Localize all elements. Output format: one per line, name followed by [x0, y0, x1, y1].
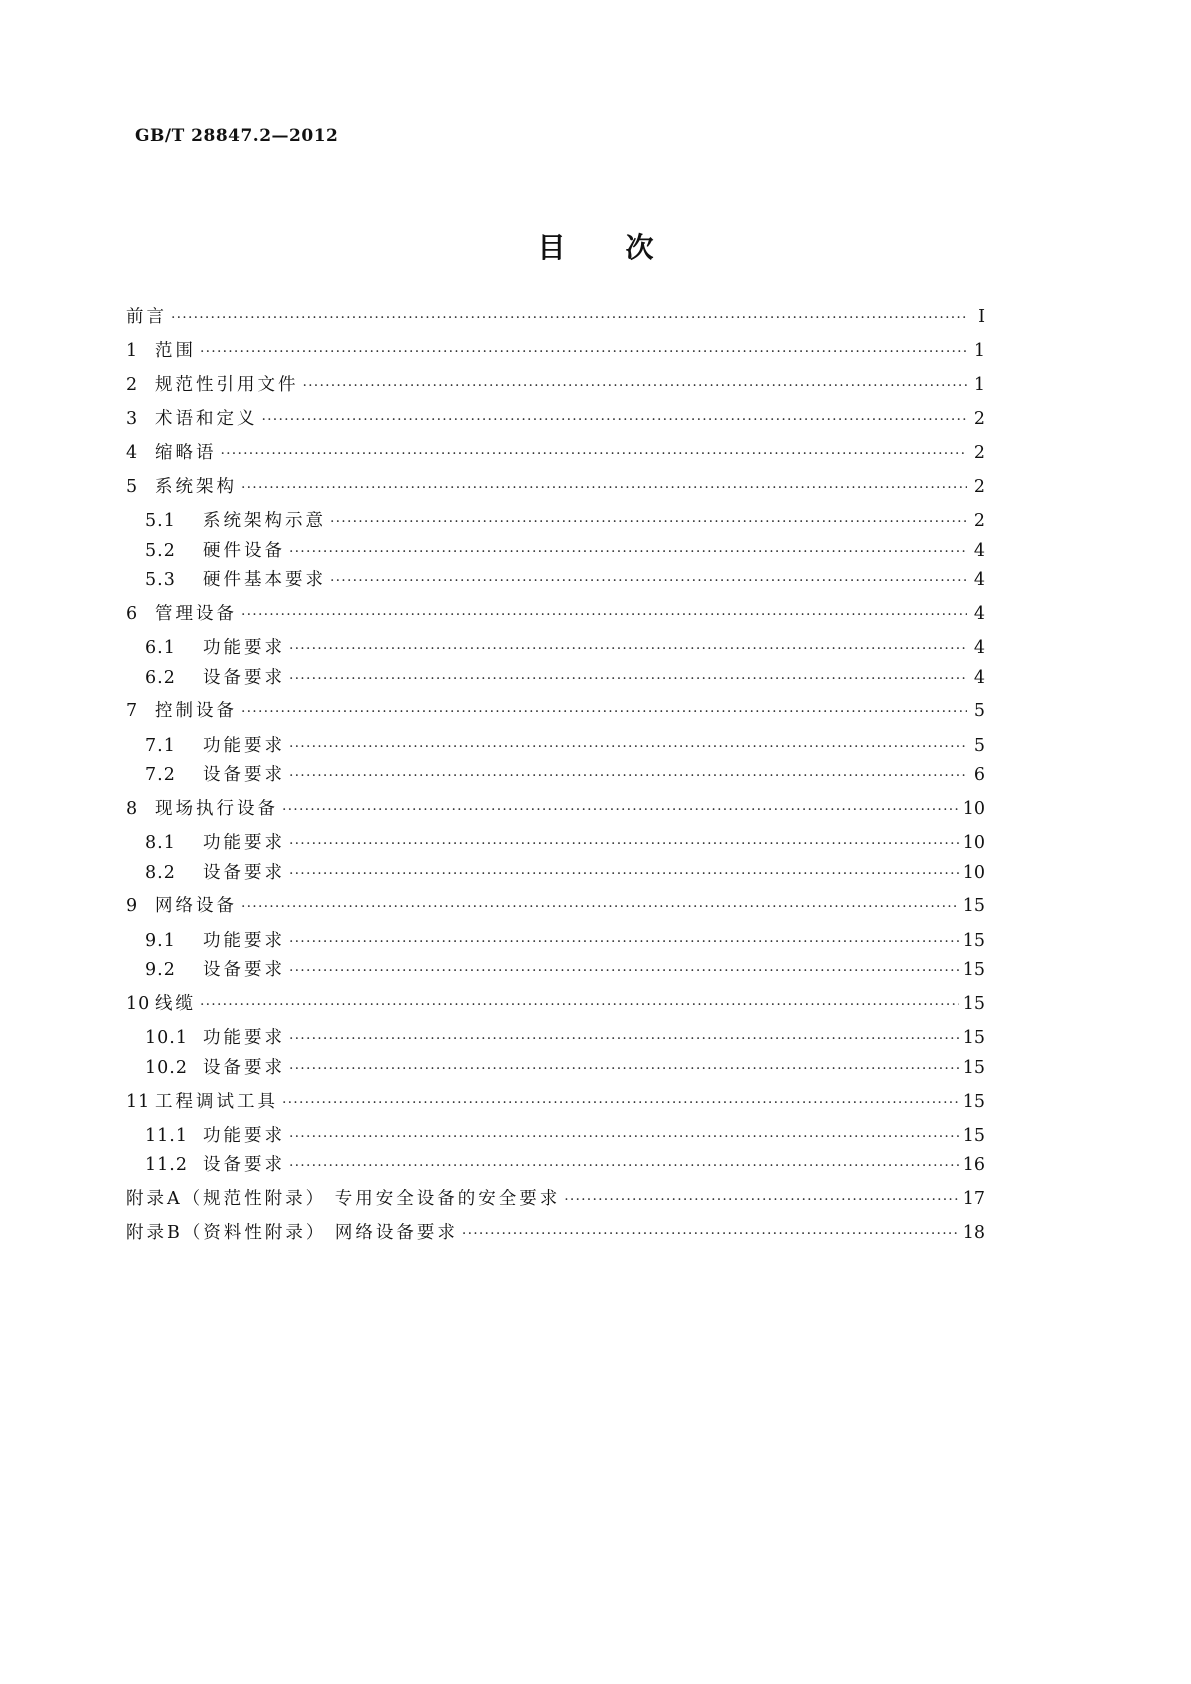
toc-entry[interactable]	[126, 698, 985, 724]
toc-dot-leader	[289, 763, 967, 789]
toc-entry-page: 4	[973, 604, 985, 624]
toc-entry[interactable]	[145, 957, 985, 983]
toc-entry-number: 3	[126, 409, 139, 429]
toc-entry-page: 1	[973, 375, 985, 395]
toc-entry-page: 5	[973, 736, 985, 756]
toc-entry[interactable]	[126, 1186, 985, 1212]
toc-entry-label: 系统架构示意	[203, 511, 326, 531]
toc-entry-number: 7.1	[145, 736, 176, 756]
toc-entry-label: 设备要求	[203, 960, 285, 980]
toc-entry-number: 2	[126, 375, 139, 395]
toc-entry-page: 2	[973, 409, 985, 429]
toc-entry-page: 15	[962, 994, 985, 1014]
toc-entry-number: 8.1	[145, 833, 176, 853]
toc-entry-label: 术语和定义	[155, 409, 258, 429]
toc-dot-leader	[289, 958, 959, 984]
toc-entry-number: 5.2	[145, 541, 176, 561]
toc-dot-leader	[564, 1187, 959, 1213]
toc-entry[interactable]	[145, 762, 985, 788]
toc-entry-page: 6	[973, 765, 985, 785]
toc-entry[interactable]	[145, 830, 985, 856]
toc-entry-number: 10.1	[145, 1028, 188, 1048]
toc-entry[interactable]	[126, 601, 985, 627]
toc-entry-number: 11.1	[145, 1126, 188, 1146]
toc-entry-label: 附录A（规范性附录） 专用安全设备的安全要求	[126, 1189, 561, 1209]
toc-dot-leader	[462, 1221, 959, 1247]
toc-dot-leader	[282, 797, 959, 823]
toc-entry-page: 4	[973, 541, 985, 561]
toc-entry-page: 15	[962, 1058, 985, 1078]
toc-dot-leader	[282, 1090, 959, 1116]
toc-entry[interactable]	[126, 893, 985, 919]
toc-entry-page: 15	[962, 1028, 985, 1048]
toc-entry-number: 10.2	[145, 1058, 188, 1078]
toc-entry-number: 1	[126, 341, 139, 361]
toc-entry-page: 2	[973, 477, 985, 497]
toc-entry-page: 10	[962, 799, 985, 819]
toc-entry-label: 设备要求	[203, 765, 285, 785]
toc-entry-number: 9.1	[145, 931, 176, 951]
toc-entry[interactable]	[145, 567, 985, 593]
toc-entry[interactable]	[145, 1055, 985, 1081]
toc-entry[interactable]	[126, 440, 985, 466]
toc-entry-number: 7.2	[145, 765, 176, 785]
toc-dot-leader	[262, 407, 968, 433]
toc-entry-page: 4	[973, 638, 985, 658]
toc-dot-leader	[330, 568, 967, 594]
toc-dot-leader	[289, 1026, 959, 1052]
toc-entry-number: 8.2	[145, 863, 176, 883]
toc-dot-leader	[200, 992, 959, 1018]
toc-entry-page: 4	[973, 570, 985, 590]
toc-entry[interactable]	[126, 796, 985, 822]
toc-entry-number: 5.1	[145, 511, 176, 531]
toc-entry[interactable]	[126, 991, 985, 1017]
toc-dot-leader	[289, 1153, 959, 1179]
toc-dot-leader	[289, 636, 967, 662]
toc-entry-number: 5	[126, 477, 139, 497]
toc-entry-label: 功能要求	[203, 931, 285, 951]
toc-entry-page: 1	[973, 341, 985, 361]
toc-dot-leader	[289, 1124, 959, 1150]
toc-title: 目次	[537, 231, 714, 264]
toc-entry[interactable]	[126, 1220, 985, 1246]
toc-entry-label: 硬件设备	[203, 541, 285, 561]
toc-entry-page: 15	[962, 1092, 985, 1112]
toc-entry-label: 规范性引用文件	[155, 375, 299, 395]
toc-entry-label: 现场执行设备	[155, 799, 278, 819]
toc-entry-label: 前言	[126, 307, 167, 327]
toc-dot-leader	[289, 1056, 959, 1082]
toc-entry-page: 5	[973, 701, 985, 721]
toc-entry-page: 15	[962, 931, 985, 951]
toc-entry-label: 控制设备	[155, 701, 237, 721]
toc-entry-label: 缩略语	[155, 443, 217, 463]
toc-entry-label: 工程调试工具	[155, 1092, 278, 1112]
toc-entry-label: 范围	[155, 341, 196, 361]
toc-entry-number: 6	[126, 604, 139, 624]
toc-entry-number: 7	[126, 701, 139, 721]
toc-entry-page: 17	[962, 1189, 985, 1209]
toc-entry-number: 6.1	[145, 638, 176, 658]
toc-dot-leader	[241, 475, 967, 501]
toc-entry-page: 10	[962, 863, 985, 883]
toc-entry[interactable]	[126, 304, 985, 330]
toc-entry-number: 9	[126, 896, 139, 916]
toc-entry[interactable]	[145, 538, 985, 564]
toc-dot-leader	[303, 373, 968, 399]
toc-entry[interactable]	[145, 665, 985, 691]
toc-dot-leader	[330, 509, 967, 535]
toc-entry[interactable]	[145, 1152, 985, 1178]
toc-dot-leader	[289, 666, 967, 692]
toc-dot-leader	[171, 305, 967, 331]
toc-dot-leader	[289, 831, 959, 857]
toc-entry-number: 6.2	[145, 668, 176, 688]
toc-dot-leader	[289, 734, 967, 760]
toc-dot-leader	[289, 861, 959, 887]
toc-entry[interactable]	[145, 1025, 985, 1051]
toc-dot-leader	[241, 894, 959, 920]
toc-entry[interactable]	[145, 733, 985, 759]
standard-number: GB/T 28847.2—2012	[135, 126, 339, 146]
toc-entry-label: 硬件基本要求	[203, 570, 326, 590]
toc-entry-number: 9.2	[145, 960, 176, 980]
toc-entry-label: 功能要求	[203, 736, 285, 756]
toc-entry[interactable]	[145, 1123, 985, 1149]
toc-entry[interactable]	[126, 1089, 985, 1115]
toc-entry[interactable]	[145, 860, 985, 886]
toc-entry[interactable]	[126, 338, 985, 364]
toc-entry-number: 8	[126, 799, 139, 819]
toc-entry-page: Ⅰ	[978, 307, 985, 327]
toc-entry-label: 功能要求	[203, 1126, 285, 1146]
toc-entry[interactable]	[126, 474, 985, 500]
toc-entry-number: 5.3	[145, 570, 176, 590]
toc-dot-leader	[221, 441, 968, 467]
toc-dot-leader	[241, 699, 967, 725]
toc-entry-number: 10	[126, 994, 151, 1014]
toc-entry-page: 2	[973, 443, 985, 463]
toc-entry-label: 线缆	[155, 994, 196, 1014]
toc-entry-label: 系统架构	[155, 477, 237, 497]
toc-entry-label: 管理设备	[155, 604, 237, 624]
toc-entry-number: 11	[126, 1092, 151, 1112]
toc-dot-leader	[241, 602, 967, 628]
toc-entry-label: 功能要求	[203, 638, 285, 658]
toc-entry-label: 设备要求	[203, 1058, 285, 1078]
toc-entry-number: 11.2	[145, 1155, 188, 1175]
toc-entry-page: 16	[962, 1155, 985, 1175]
toc-entry[interactable]	[145, 635, 985, 661]
toc-entry-number: 4	[126, 443, 139, 463]
toc-entry-page: 15	[962, 1126, 985, 1146]
toc-entry-page: 10	[962, 833, 985, 853]
toc-entry-label: 设备要求	[203, 668, 285, 688]
toc-entry[interactable]	[126, 406, 985, 432]
toc-entry[interactable]	[126, 372, 985, 398]
toc-entry-label: 附录B（资料性附录） 网络设备要求	[126, 1223, 458, 1243]
toc-dot-leader	[289, 929, 959, 955]
toc-entry-page: 15	[962, 960, 985, 980]
toc-entry-page: 15	[962, 896, 985, 916]
toc-entry[interactable]	[145, 508, 985, 534]
toc-entry-label: 设备要求	[203, 1155, 285, 1175]
toc-entry-label: 网络设备	[155, 896, 237, 916]
toc-entry[interactable]	[145, 928, 985, 954]
toc-entry-page: 4	[973, 668, 985, 688]
toc-entry-label: 功能要求	[203, 833, 285, 853]
toc-entry-page: 2	[973, 511, 985, 531]
toc-entry-page: 18	[962, 1223, 985, 1243]
toc-entry-label: 功能要求	[203, 1028, 285, 1048]
toc-entry-label: 设备要求	[203, 863, 285, 883]
toc-dot-leader	[200, 339, 967, 365]
toc-dot-leader	[289, 539, 967, 565]
